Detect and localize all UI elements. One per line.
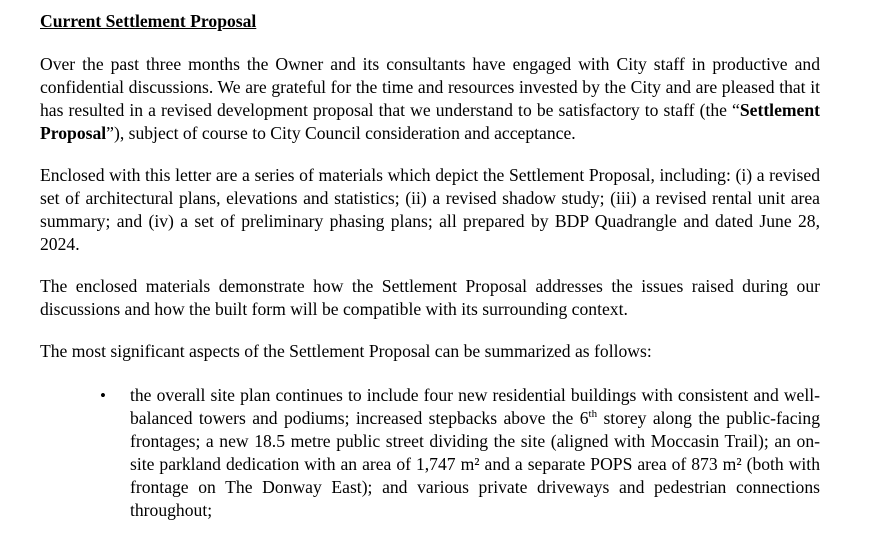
paragraph-text-start: Over the past three months the Owner and its consultants have engaged with City staff in productive and confidential discussions. We are grateful for the time and resources invested by the City and are pleased that it has resulted in a revised development proposal that we understand to be satisfactory to staff (the “ — [40, 54, 820, 120]
letter-page — [40, 9, 820, 522]
list-item — [40, 384, 820, 522]
aspects-list — [40, 384, 820, 522]
bullet-text-start: the overall site plan continues to include four new residential buildings with consistent and well-balanced towers and podiums; increased stepbacks above the 6 — [130, 385, 820, 428]
paragraph-demonstrate: The enclosed materials demonstrate how the Settlement Proposal addresses the issues raised during our discussions and how the built form will be compatible with its surrounding context. — [40, 276, 820, 319]
bullet-icon: • — [100, 386, 106, 405]
settlement-proposal-term: Settlement Proposal — [40, 100, 820, 143]
paragraph-current-proposal — [40, 53, 820, 145]
ordinal-superscript: th — [588, 408, 598, 421]
section-heading: Current Settlement Proposal — [40, 11, 257, 31]
paragraph-enclosed-materials: Enclosed with this letter are a series of materials which depict the Settlement Proposal, including: (i) a revised set of architectural plans, elevations and statistics; (ii) a revised shadow study; (iii) a revised rental unit area summary; and (iv) a set of preliminary phasing plans; all prepared by BDP Quadrangle and dated June 28, 2024. — [40, 165, 820, 254]
paragraph-text-end: ”), subject of course to City Council consideration and acceptance. — [106, 123, 576, 143]
bullet-text-end: storey along the public-facing frontages; a new 18.5 metre public street dividing the site (aligned with Moccasin Trail); an on-site parkland dedication with an area of 1,747 m² and a separate POPS area of 873 m² (both with frontage on The Donway East); and various private driveways and pedestrian connections throughout; — [130, 408, 820, 520]
paragraph-summary-intro: The most significant aspects of the Settlement Proposal can be summarized as follows: — [40, 341, 652, 361]
